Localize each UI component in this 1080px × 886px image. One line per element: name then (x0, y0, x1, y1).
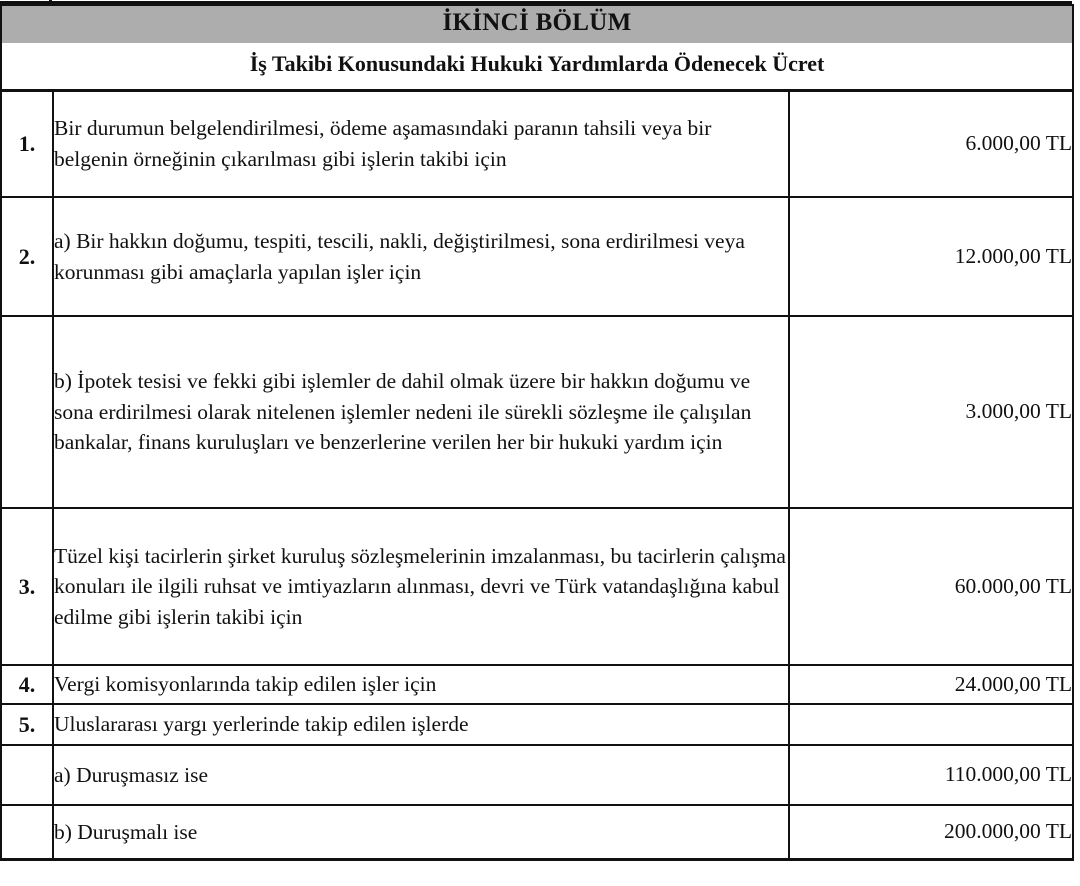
section-subtitle-cell (1, 43, 1073, 91)
table-row (1, 91, 1073, 198)
row-description: a) Duruşmasız ise (53, 745, 789, 805)
table-row (1, 508, 1073, 665)
row-price: 6.000,00 TL (789, 91, 1073, 198)
section-heading-text: İKİNCİ BÖLÜM (442, 9, 632, 37)
section-heading-row (1, 5, 1073, 43)
row-price: 110.000,00 TL (789, 745, 1073, 805)
section-heading-cell (1, 5, 1073, 43)
row-description: Vergi komisyonlarında takip edilen işler için (53, 665, 789, 704)
row-description: b) Duruşmalı ise (53, 805, 789, 860)
previous-row-number-cell (0, 0, 52, 1)
table-row (1, 665, 1073, 704)
table-row (1, 197, 1073, 316)
section-subtitle-row (1, 43, 1073, 91)
row-price: 12.000,00 TL (789, 197, 1073, 316)
table-row (1, 805, 1073, 860)
row-number (1, 745, 53, 805)
row-price: 60.000,00 TL (789, 508, 1073, 665)
row-number: 3. (1, 508, 53, 665)
row-description: Tüzel kişi tacirlerin şirket kuruluş sözleşmelerinin imzalanması, bu tacirlerin çalışma konuları ile ilgili ruhsat ve imtiyazların alınması, devri ve Türk vatandaşlığına kabul edilme gibi işlerin takibi için (53, 508, 789, 665)
table-row (1, 745, 1073, 805)
row-number: 1. (1, 91, 53, 198)
row-number: 4. (1, 665, 53, 704)
row-number (1, 805, 53, 860)
row-price (789, 704, 1073, 745)
table-row (1, 704, 1073, 745)
section-subtitle-text: İş Takibi Konusundaki Hukuki Yardımlarda Ödenecek Ücret (249, 50, 825, 76)
row-description: b) İpotek tesisi ve fekki gibi işlemler de dahil olmak üzere bir hakkın doğumu ve sona erdirilmesi olarak nitelenen işlemler nedeni ile sürekli sözleşme ile çalışılan bankalar, finans kuruluşları ve benzerlerine verilen her bir hukuki yardım için (53, 316, 789, 508)
row-price: 3.000,00 TL (789, 316, 1073, 508)
row-description: Bir durumun belgelendirilmesi, ödeme aşamasındaki paranın tahsili veya bir belgenin örneğinin çıkarılması gibi işlerin takibi için (53, 91, 789, 198)
row-number (1, 316, 53, 508)
row-price: 200.000,00 TL (789, 805, 1073, 860)
row-price: 24.000,00 TL (789, 665, 1073, 704)
row-description: a) Bir hakkın doğumu, tespiti, tescili, nakli, değiştirilmesi, sona erdirilmesi veya korunması gibi amaçlarla yapılan işler için (53, 197, 789, 316)
fee-schedule-table (0, 4, 1074, 861)
row-number: 2. (1, 197, 53, 316)
table-row (1, 316, 1073, 508)
row-number: 5. (1, 704, 53, 745)
row-description: Uluslararası yargı yerlerinde takip edilen işlerde (53, 704, 789, 745)
